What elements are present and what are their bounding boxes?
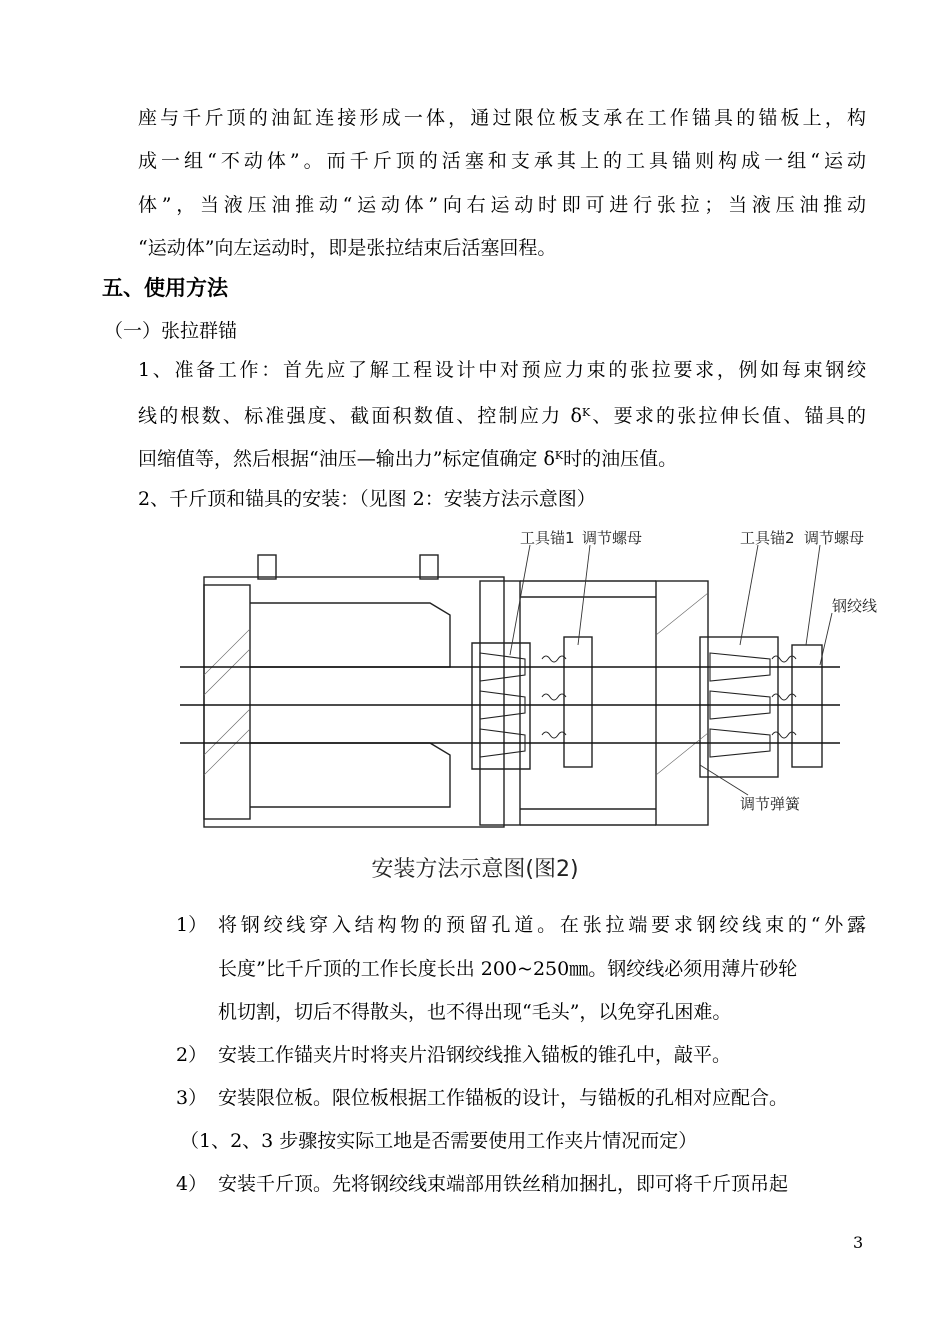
tool-anchor-2 bbox=[700, 637, 778, 777]
tool-anchor-1 bbox=[564, 637, 592, 767]
list-item-4-text: 安装千斤顶。先将钢绞线束端部用铁丝稍加捆扎，即可将千斤顶吊起 bbox=[218, 1173, 789, 1195]
label-tool-anchor-2: 工具锚2 bbox=[740, 529, 795, 547]
list-item-1-line-2: 长度”比千斤顶的工作长度长出 200~250㎜。钢绞线必须用薄片砂轮 bbox=[218, 958, 798, 980]
intro-line-3: 体”，当液压油推动“运动体”向右运动时即可进行张拉；当液压油推动 bbox=[138, 194, 866, 216]
list-item-1-number: 1） bbox=[176, 914, 208, 936]
top-bolt-2 bbox=[420, 555, 438, 579]
piston-lower bbox=[250, 743, 450, 807]
label-tool-anchor-1: 工具锚1 bbox=[520, 529, 575, 547]
label-spring: 调节弹簧 bbox=[740, 795, 801, 813]
list-item-3-text: 安装限位板。限位板根据工作锚板的设计，与锚板的孔相对应配合。 bbox=[218, 1087, 789, 1109]
list-item-1-line-1: 将钢绞线穿入结构物的预留孔道。在张拉端要求钢绞线束的“外露 bbox=[218, 914, 866, 936]
list-item-4-number: 4） bbox=[176, 1173, 208, 1195]
intro-line-1: 座与千斤顶的油缸连接形成一体，通过限位板支承在工作锚具的锚板上，构 bbox=[138, 107, 866, 129]
intro-line-4: “运动体”向左运动时，即是张拉结束后活塞回程。 bbox=[138, 237, 557, 259]
step1-line-1: 1、准备工作：首先应了解工程设计中对预应力束的张拉要求，例如每束钢绞 bbox=[138, 359, 866, 381]
label-strand: 钢绞线 bbox=[832, 597, 878, 615]
right-nut-set bbox=[792, 645, 822, 767]
subsection-heading: （一）张拉群锚 bbox=[104, 320, 238, 342]
intro-line-2: 成一组“不动体”。而千斤顶的活塞和支承其上的工具锚则构成一组“运动 bbox=[138, 150, 866, 172]
list-item-1-line-3: 机切割，切后不得散头，也不得出现“毛头”，以免穿孔困难。 bbox=[218, 1001, 732, 1023]
step2-title: 2、千斤顶和锚具的安装：（见图 2：安装方法示意图） bbox=[138, 488, 596, 510]
list-note: （1、2、3 步骤按实际工地是否需要使用工作夹片情况而定） bbox=[180, 1130, 698, 1152]
figure-caption: 安装方法示意图(图2) bbox=[371, 857, 579, 882]
list-item-2-number: 2） bbox=[176, 1044, 208, 1066]
label-nut-1: 调节螺母 bbox=[582, 529, 643, 547]
jack-end-plate bbox=[204, 585, 250, 819]
jack-body bbox=[204, 577, 504, 827]
step1-line-3: 回缩值等，然后根据“油压—输出力”标定值确定 $\delta^K$时的油压值。 bbox=[138, 448, 678, 470]
installation-diagram bbox=[180, 525, 890, 865]
label-nut-2: 调节螺母 bbox=[804, 529, 865, 547]
section-heading: 五、使用方法 bbox=[102, 276, 228, 300]
list-item-2-text: 安装工作锚夹片时将夹片沿钢绞线推入锚板的锥孔中，敲平。 bbox=[218, 1044, 732, 1066]
work-anchor bbox=[472, 643, 530, 769]
page-number: 3 bbox=[853, 1233, 864, 1252]
top-bolt-1 bbox=[258, 555, 276, 579]
step1-line-2: 线的根数、标准强度、截面积数值、控制应力 $\delta^K$、要求的张拉伸长值、锚具的 bbox=[138, 405, 866, 425]
jack-nose bbox=[480, 581, 520, 825]
piston-upper bbox=[250, 603, 450, 667]
list-item-3-number: 3） bbox=[176, 1087, 208, 1109]
